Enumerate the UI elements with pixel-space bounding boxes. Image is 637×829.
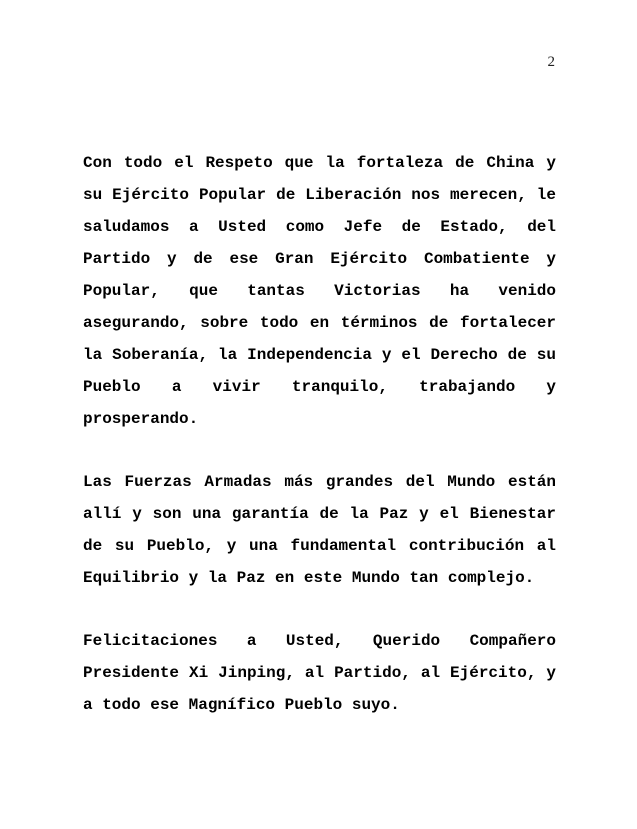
page-number: 2 [547, 54, 555, 70]
letter-body [83, 147, 556, 721]
paragraph-respect: Con todo el Respeto que la fortaleza de China y su Ejército Popular de Liberación nos merecen, le saludamos a Usted como Jefe de Estado, del Partido y de ese Gran Ejército Combatiente y Popular, que tantas Victorias ha venido asegurando, sobre todo en términos de fortalecer la Soberanía, la Independencia y el Derecho de su Pueblo a vivir tranquilo, trabajando y prosperando. [83, 154, 556, 428]
paragraph-armed-forces: Las Fuerzas Armadas más grandes del Mundo están allí y son una garantía de la Paz y el Bienestar de su Pueblo, y una fundamental contribución al Equilibrio y la Paz en este Mundo tan complejo. [83, 473, 556, 587]
paragraph-congratulations: Felicitaciones a Usted, Querido Compañero Presidente Xi Jinping, al Partido, al Ejército, y a todo ese Magnífico Pueblo suyo. [83, 632, 556, 714]
